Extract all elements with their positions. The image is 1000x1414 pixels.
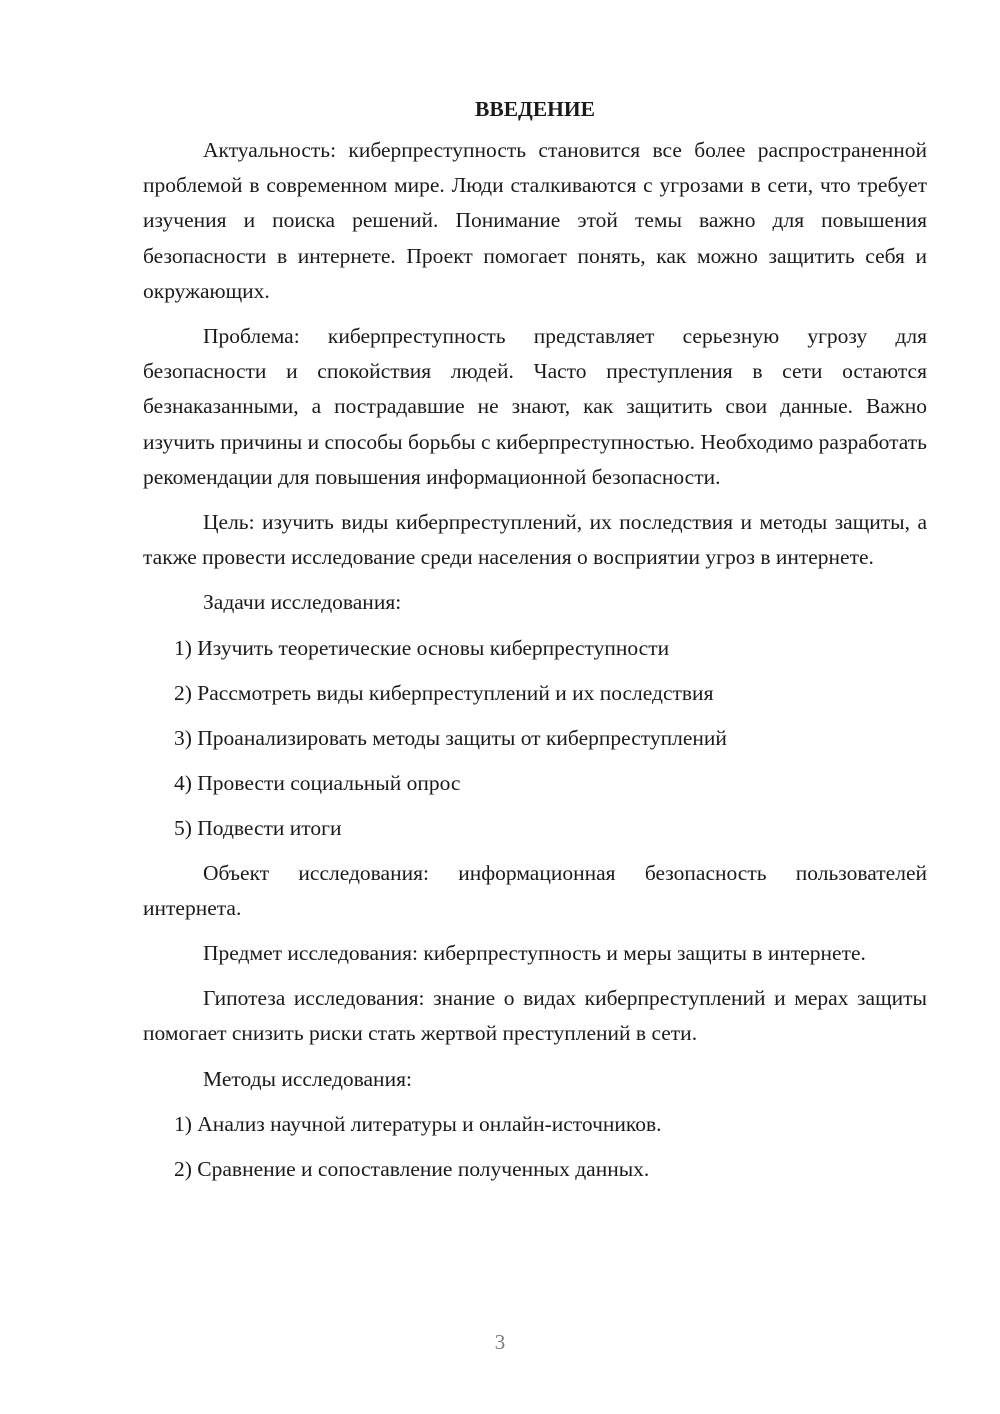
methods-label: Методы исследования: [203,1066,412,1091]
goal-paragraph: Цель: изучить виды киберпреступлений, их последствия и методы защиты, а также провести исследование среди населения о восприятии угроз в интернете. [143,510,927,570]
tasks-label: Задачи исследования: [203,590,402,615]
list-item: 2) Сравнение и сопоставление полученных данных. [174,1156,650,1181]
object-paragraph: Объект исследования: информационная безопасность пользователей интернета. [143,860,927,920]
list-item: 1) Изучить теоретические основы киберпреступности [174,635,670,660]
list-item: 3) Проанализировать методы защиты от киберпреступлений [174,725,727,750]
section-heading: ВВЕДЕНИЕ [475,97,595,121]
list-item: 2) Рассмотреть виды киберпреступлений и их последствия [174,680,714,705]
tasks-list [143,631,927,846]
list-item: 5) Подвести итоги [174,815,342,840]
list-item: 4) Провести социальный опрос [174,770,461,795]
page-number: 3 [494,1330,506,1354]
list-item: 1) Анализ научной литературы и онлайн-источников. [174,1111,662,1136]
methods-list [143,1107,927,1187]
hypothesis-paragraph: Гипотеза исследования: знание о видах киберпреступлений и мерах защиты помогает снизить риски стать жертвой преступлений в сети. [143,986,927,1046]
problem-paragraph: Проблема: киберпреступность представляет серьезную угрозу для безопасности и спокойствия людей. Часто преступления в сети остаются безнаказанными, а пострадавшие не знают, как защитить свои данные. Важно изучить причины и способы борьбы с киберпреступностью. Необходимо разработать рекомендации для повышения информационной безопасности. [143,324,927,489]
text-column [143,92,927,1197]
subject-paragraph: Предмет исследования: киберпреступность и меры защиты в интернете. [203,941,866,966]
relevance-paragraph: Актуальность: киберпреступность становится все более распространенной проблемой в современном мире. Люди сталкиваются с угрозами в сети, что требует изучения и поиска решений. Понимание этой темы важно для повышения безопасности в интернете. Проект помогает понять, как можно защитить себя и окружающих. [143,138,927,303]
